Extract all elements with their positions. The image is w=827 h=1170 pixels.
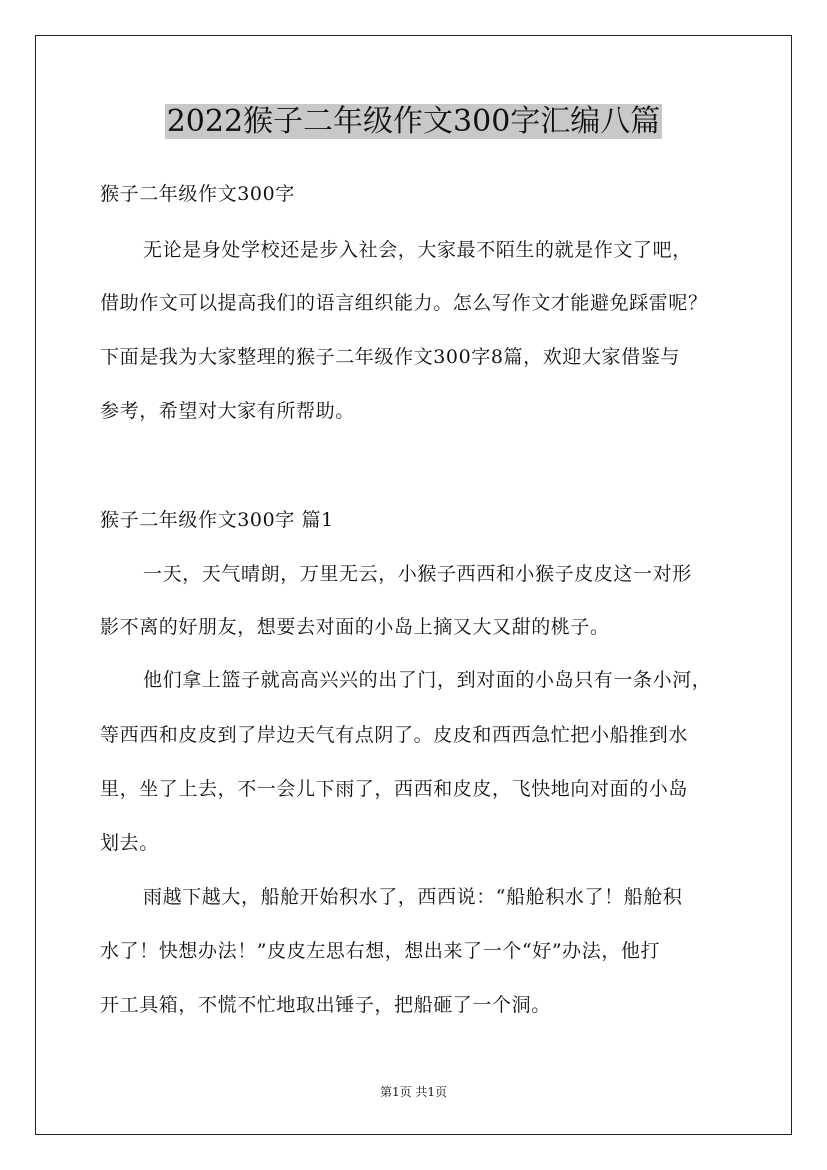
intro-heading: 猴子二年级作文300字: [100, 183, 295, 205]
intro-line: 参考，希望对大家有所帮助。: [100, 400, 355, 422]
paragraph-line: 他们拿上篮子就高高兴兴的出了门，到对面的小岛只有一条小河，: [143, 669, 712, 691]
document-title-text: 2022猴子二年级作文300字汇编八篇: [166, 104, 661, 139]
paragraph-line: 影不离的好朋友，想要去对面的小岛上摘又大又甜的桃子。: [100, 616, 610, 638]
paragraph-line: 里，坐了上去，不一会儿下雨了，西西和皮皮，飞快地向对面的小岛: [100, 778, 689, 800]
page-footer: 第1页 共1页: [379, 1085, 448, 1099]
intro-line: 下面是我为大家整理的猴子二年级作文300字8篇，欢迎大家借鉴与: [100, 346, 680, 368]
intro-line: 无论是身处学校还是步入社会，大家最不陌生的就是作文了吧，: [143, 239, 692, 261]
document-title: [0, 100, 827, 144]
intro-line: 借助作文可以提高我们的语言组织能力。怎么写作文才能避免踩雷呢？: [100, 292, 708, 314]
paragraph-line: 水了！快想办法！”皮皮左思右想，想出来了一个“好”办法，他打: [100, 940, 661, 962]
paragraph-line: 一天，天气晴朗，万里无云，小猴子西西和小猴子皮皮这一对形: [143, 563, 692, 585]
section-heading: 猴子二年级作文300字 篇1: [100, 509, 334, 531]
paragraph-line: 等西西和皮皮到了岸边天气有点阴了。皮皮和西西急忙把小船推到水: [100, 724, 689, 746]
paragraph-line: 开工具箱，不慌不忙地取出锤子，把船砸了一个洞。: [100, 994, 551, 1016]
paragraph-line: 雨越下越大，船舱开始积水了，西西说：“船舱积水了！船舱积: [143, 886, 683, 908]
paragraph-line: 划去。: [100, 832, 159, 854]
